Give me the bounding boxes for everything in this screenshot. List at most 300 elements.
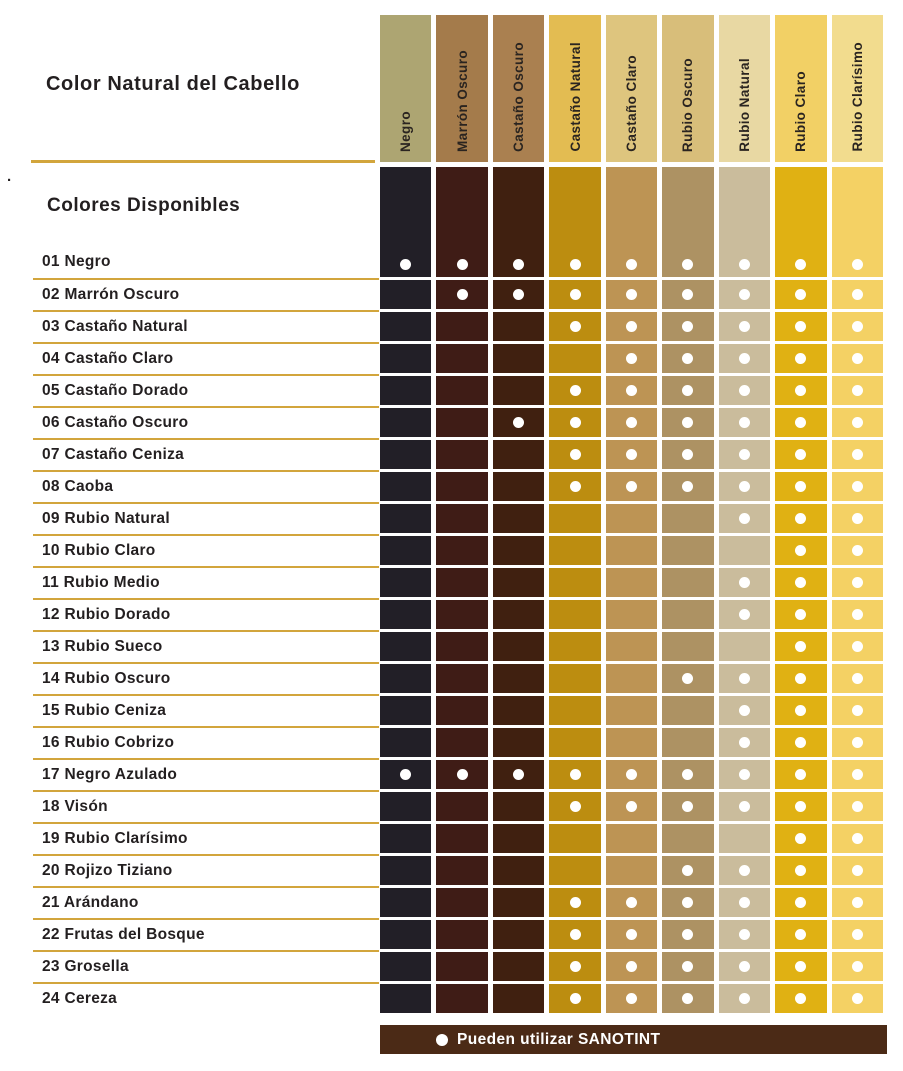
compatibility-dot-icon	[852, 353, 863, 364]
compatibility-cell	[832, 472, 883, 501]
compatibility-dot-icon	[457, 769, 468, 780]
compatibility-cell	[606, 536, 657, 565]
compatibility-dot-icon	[682, 353, 693, 364]
compatibility-dot-icon	[852, 577, 863, 588]
compatibility-cell	[832, 504, 883, 533]
compatibility-cell	[775, 856, 826, 885]
compatibility-cell	[549, 312, 600, 341]
compatibility-dot-icon	[795, 417, 806, 428]
header-divider-line	[31, 160, 375, 163]
compatibility-cell	[775, 568, 826, 597]
compatibility-cell	[606, 376, 657, 405]
row-label: 02 Marrón Oscuro	[33, 280, 379, 312]
compatibility-dot-icon	[626, 353, 637, 364]
row-label: 17 Negro Azulado	[33, 760, 379, 792]
compatibility-dot-icon	[739, 865, 750, 876]
grid-row	[380, 632, 883, 661]
compatibility-cell	[719, 760, 770, 789]
compatibility-dot-icon	[852, 545, 863, 556]
stray-mark: .	[7, 168, 12, 185]
compatibility-cell	[662, 792, 713, 821]
compatibility-dot-icon	[795, 769, 806, 780]
compatibility-dot-icon	[570, 929, 581, 940]
compatibility-dot-icon	[852, 385, 863, 396]
compatibility-cell	[832, 632, 883, 661]
row-label: 01 Negro	[33, 167, 379, 280]
compatibility-cell	[380, 600, 431, 629]
compatibility-dot-icon	[739, 705, 750, 716]
compatibility-cell	[662, 536, 713, 565]
compatibility-cell	[436, 888, 487, 917]
column-header-label: Rubio Oscuro	[680, 57, 696, 152]
column-headers	[380, 15, 883, 162]
compatibility-cell	[662, 696, 713, 725]
grid-row	[380, 568, 883, 597]
row-label: 08 Caoba	[33, 472, 379, 504]
compatibility-cell	[662, 664, 713, 693]
compatibility-cell	[549, 536, 600, 565]
compatibility-cell	[436, 408, 487, 437]
compatibility-dot-icon	[852, 865, 863, 876]
grid-row	[380, 952, 883, 981]
compatibility-cell	[662, 984, 713, 1013]
compatibility-dot-icon	[795, 545, 806, 556]
compatibility-dot-icon	[626, 449, 637, 460]
compatibility-cell	[380, 344, 431, 373]
column-header-label: Negro	[398, 110, 414, 152]
compatibility-dot-icon	[682, 961, 693, 972]
compatibility-cell	[662, 280, 713, 309]
compatibility-dot-icon	[682, 449, 693, 460]
compatibility-cell	[493, 600, 544, 629]
compatibility-cell	[775, 632, 826, 661]
compatibility-dot-icon	[570, 289, 581, 300]
compatibility-dot-icon	[739, 737, 750, 748]
compatibility-cell	[436, 376, 487, 405]
compatibility-dot-icon	[570, 259, 581, 270]
compatibility-cell	[606, 920, 657, 949]
compatibility-cell	[606, 568, 657, 597]
compatibility-dot-icon	[570, 897, 581, 908]
compatibility-cell	[719, 504, 770, 533]
compatibility-cell	[662, 472, 713, 501]
compatibility-dot-icon	[682, 929, 693, 940]
compatibility-dot-icon	[795, 705, 806, 716]
compatibility-cell	[380, 536, 431, 565]
compatibility-cell	[549, 760, 600, 789]
page-title: Color Natural del Cabello	[46, 73, 300, 95]
compatibility-dot-icon	[682, 897, 693, 908]
compatibility-dot-icon	[682, 417, 693, 428]
compatibility-cell	[493, 408, 544, 437]
compatibility-cell	[832, 568, 883, 597]
compatibility-cell	[380, 920, 431, 949]
compatibility-dot-icon	[852, 513, 863, 524]
compatibility-cell	[606, 696, 657, 725]
compatibility-cell	[606, 504, 657, 533]
compatibility-dot-icon	[739, 961, 750, 972]
compatibility-dot-icon	[682, 321, 693, 332]
compatibility-cell	[719, 568, 770, 597]
compatibility-dot-icon	[795, 259, 806, 270]
compatibility-cell	[549, 728, 600, 757]
compatibility-dot-icon	[852, 641, 863, 652]
compatibility-cell	[380, 952, 431, 981]
compatibility-cell	[436, 728, 487, 757]
compatibility-cell	[436, 984, 487, 1013]
compatibility-dot-icon	[852, 259, 863, 270]
compatibility-cell	[380, 664, 431, 693]
compatibility-dot-icon	[739, 417, 750, 428]
compatibility-dot-icon	[852, 609, 863, 620]
compatibility-dot-icon	[626, 993, 637, 1004]
compatibility-cell	[493, 824, 544, 853]
row-label: 10 Rubio Claro	[33, 536, 379, 568]
grid-row	[380, 792, 883, 821]
compatibility-cell	[719, 696, 770, 725]
compatibility-cell	[380, 440, 431, 469]
column-header	[662, 15, 713, 162]
compatibility-cell	[436, 632, 487, 661]
compatibility-dot-icon	[570, 385, 581, 396]
compatibility-dot-icon	[795, 929, 806, 940]
section-title: Colores Disponibles	[47, 195, 241, 216]
grid-row	[380, 376, 883, 405]
compatibility-dot-icon	[795, 673, 806, 684]
compatibility-cell	[549, 600, 600, 629]
compatibility-cell	[775, 536, 826, 565]
compatibility-cell	[719, 888, 770, 917]
compatibility-dot-icon	[570, 449, 581, 460]
compatibility-cell	[719, 728, 770, 757]
compatibility-dot-icon	[795, 737, 806, 748]
grid-row	[380, 824, 883, 853]
compatibility-cell	[493, 664, 544, 693]
compatibility-dot-icon	[400, 769, 411, 780]
compatibility-cell	[662, 408, 713, 437]
compatibility-cell	[549, 440, 600, 469]
compatibility-cell	[719, 792, 770, 821]
compatibility-cell	[606, 824, 657, 853]
compatibility-cell	[662, 632, 713, 661]
compatibility-cell	[380, 376, 431, 405]
compatibility-dot-icon	[739, 577, 750, 588]
compatibility-cell	[775, 408, 826, 437]
compatibility-dot-icon	[626, 929, 637, 940]
compatibility-cell	[832, 696, 883, 725]
grid-row	[380, 760, 883, 789]
compatibility-cell	[380, 728, 431, 757]
grid-row	[380, 888, 883, 917]
compatibility-cell	[832, 824, 883, 853]
row-label: 21 Arándano	[33, 888, 379, 920]
compatibility-dot-icon	[739, 353, 750, 364]
row-label: 19 Rubio Clarísimo	[33, 824, 379, 856]
compatibility-cell	[436, 664, 487, 693]
compatibility-dot-icon	[626, 961, 637, 972]
compatibility-dot-icon	[682, 481, 693, 492]
compatibility-cell	[719, 856, 770, 885]
compatibility-cell	[436, 856, 487, 885]
compatibility-cell	[436, 952, 487, 981]
column-header-label: Castaño Claro	[623, 55, 639, 152]
compatibility-dot-icon	[795, 609, 806, 620]
compatibility-cell	[436, 824, 487, 853]
compatibility-cell	[832, 344, 883, 373]
compatibility-cell	[662, 504, 713, 533]
compatibility-grid	[380, 167, 883, 1016]
compatibility-cell	[662, 952, 713, 981]
compatibility-cell	[436, 344, 487, 373]
compatibility-cell	[775, 760, 826, 789]
compatibility-cell	[832, 920, 883, 949]
compatibility-dot-icon	[570, 801, 581, 812]
compatibility-dot-icon	[626, 801, 637, 812]
compatibility-cell	[775, 167, 826, 277]
compatibility-cell	[606, 728, 657, 757]
compatibility-cell	[775, 824, 826, 853]
compatibility-cell	[493, 344, 544, 373]
compatibility-dot-icon	[513, 259, 524, 270]
compatibility-dot-icon	[739, 513, 750, 524]
compatibility-cell	[436, 600, 487, 629]
compatibility-cell	[380, 280, 431, 309]
compatibility-cell	[436, 696, 487, 725]
compatibility-cell	[549, 568, 600, 597]
compatibility-dot-icon	[795, 481, 806, 492]
compatibility-cell	[493, 376, 544, 405]
compatibility-cell	[832, 856, 883, 885]
row-labels	[33, 167, 379, 1016]
grid-row	[380, 472, 883, 501]
compatibility-dot-icon	[795, 897, 806, 908]
compatibility-dot-icon	[795, 961, 806, 972]
compatibility-cell	[380, 632, 431, 661]
compatibility-cell	[493, 440, 544, 469]
compatibility-cell	[719, 536, 770, 565]
compatibility-dot-icon	[457, 289, 468, 300]
compatibility-dot-icon	[852, 897, 863, 908]
legend-label: Pueden utilizar SANOTINT	[457, 1030, 661, 1048]
compatibility-dot-icon	[795, 289, 806, 300]
compatibility-dot-icon	[626, 897, 637, 908]
compatibility-cell	[606, 600, 657, 629]
compatibility-cell	[606, 664, 657, 693]
compatibility-cell	[775, 664, 826, 693]
compatibility-cell	[606, 952, 657, 981]
compatibility-cell	[832, 280, 883, 309]
compatibility-cell	[832, 440, 883, 469]
compatibility-cell	[775, 600, 826, 629]
compatibility-cell	[493, 888, 544, 917]
compatibility-dot-icon	[626, 769, 637, 780]
grid-row	[380, 408, 883, 437]
compatibility-cell	[380, 472, 431, 501]
compatibility-cell	[606, 167, 657, 277]
compatibility-cell	[549, 856, 600, 885]
column-header	[436, 15, 487, 162]
compatibility-dot-icon	[626, 259, 637, 270]
compatibility-cell	[380, 760, 431, 789]
compatibility-cell	[549, 696, 600, 725]
compatibility-cell	[436, 568, 487, 597]
compatibility-cell	[436, 472, 487, 501]
compatibility-dot-icon	[626, 385, 637, 396]
compatibility-cell	[662, 600, 713, 629]
compatibility-cell	[719, 472, 770, 501]
compatibility-cell	[493, 536, 544, 565]
row-label: 18 Visón	[33, 792, 379, 824]
compatibility-cell	[549, 167, 600, 277]
compatibility-cell	[662, 312, 713, 341]
compatibility-dot-icon	[626, 321, 637, 332]
compatibility-cell	[606, 632, 657, 661]
compatibility-cell	[662, 167, 713, 277]
column-header-label: Rubio Clarísimo	[849, 42, 865, 152]
compatibility-cell	[832, 760, 883, 789]
compatibility-cell	[549, 984, 600, 1013]
compatibility-cell	[493, 167, 544, 277]
compatibility-cell	[775, 472, 826, 501]
compatibility-cell	[493, 632, 544, 661]
compatibility-dot-icon	[852, 801, 863, 812]
compatibility-dot-icon	[739, 259, 750, 270]
compatibility-cell	[606, 472, 657, 501]
compatibility-dot-icon	[795, 801, 806, 812]
row-label: 23 Grosella	[33, 952, 379, 984]
compatibility-cell	[832, 167, 883, 277]
compatibility-cell	[662, 920, 713, 949]
compatibility-cell	[493, 280, 544, 309]
compatibility-cell	[775, 312, 826, 341]
compatibility-dot-icon	[626, 417, 637, 428]
compatibility-dot-icon	[513, 769, 524, 780]
compatibility-cell	[775, 920, 826, 949]
compatibility-cell	[493, 728, 544, 757]
compatibility-cell	[832, 312, 883, 341]
compatibility-cell	[380, 408, 431, 437]
compatibility-cell	[493, 856, 544, 885]
compatibility-cell	[606, 344, 657, 373]
compatibility-cell	[380, 888, 431, 917]
compatibility-dot-icon	[852, 993, 863, 1004]
compatibility-cell	[380, 792, 431, 821]
compatibility-dot-icon	[852, 705, 863, 716]
compatibility-cell	[380, 167, 431, 277]
compatibility-dot-icon	[852, 833, 863, 844]
compatibility-cell	[549, 792, 600, 821]
column-header-label: Marrón Oscuro	[454, 50, 470, 152]
compatibility-dot-icon	[570, 993, 581, 1004]
compatibility-dot-icon	[852, 321, 863, 332]
compatibility-dot-icon	[795, 353, 806, 364]
compatibility-dot-icon	[795, 833, 806, 844]
compatibility-cell	[493, 472, 544, 501]
row-label: 22 Frutas del Bosque	[33, 920, 379, 952]
compatibility-dot-icon	[626, 481, 637, 492]
compatibility-cell	[719, 280, 770, 309]
compatibility-cell	[549, 472, 600, 501]
column-header	[719, 15, 770, 162]
column-header	[380, 15, 431, 162]
compatibility-dot-icon	[852, 481, 863, 492]
compatibility-cell	[549, 888, 600, 917]
compatibility-cell	[832, 984, 883, 1013]
grid-row	[380, 504, 883, 533]
row-label: 03 Castaño Natural	[33, 312, 379, 344]
grid-row	[380, 344, 883, 373]
compatibility-cell	[436, 440, 487, 469]
compatibility-cell	[436, 920, 487, 949]
compatibility-cell	[719, 344, 770, 373]
compatibility-dot-icon	[852, 929, 863, 940]
compatibility-cell	[832, 536, 883, 565]
grid-row	[380, 440, 883, 469]
row-label: 20 Rojizo Tiziano	[33, 856, 379, 888]
row-label: 06 Castaño Oscuro	[33, 408, 379, 440]
compatibility-cell	[549, 280, 600, 309]
compatibility-cell	[549, 824, 600, 853]
row-label: 05 Castaño Dorado	[33, 376, 379, 408]
compatibility-dot-icon	[795, 321, 806, 332]
compatibility-dot-icon	[852, 289, 863, 300]
compatibility-cell	[662, 888, 713, 917]
compatibility-cell	[549, 408, 600, 437]
compatibility-cell	[775, 984, 826, 1013]
compatibility-cell	[493, 696, 544, 725]
compatibility-cell	[775, 280, 826, 309]
column-header	[775, 15, 826, 162]
compatibility-cell	[606, 888, 657, 917]
compatibility-dot-icon	[852, 961, 863, 972]
compatibility-cell	[719, 632, 770, 661]
compatibility-dot-icon	[682, 769, 693, 780]
row-label: 15 Rubio Ceniza	[33, 696, 379, 728]
compatibility-cell	[662, 440, 713, 469]
compatibility-dot-icon	[795, 577, 806, 588]
grid-row	[380, 600, 883, 629]
row-label: 16 Rubio Cobrizo	[33, 728, 379, 760]
grid-row	[380, 664, 883, 693]
compatibility-dot-icon	[626, 289, 637, 300]
compatibility-dot-icon	[739, 321, 750, 332]
compatibility-cell	[549, 664, 600, 693]
compatibility-cell	[775, 440, 826, 469]
compatibility-cell	[493, 952, 544, 981]
compatibility-dot-icon	[739, 385, 750, 396]
compatibility-cell	[380, 696, 431, 725]
grid-row	[380, 696, 883, 725]
compatibility-cell	[832, 792, 883, 821]
compatibility-cell	[380, 984, 431, 1013]
compatibility-dot-icon	[739, 929, 750, 940]
row-label: 13 Rubio Sueco	[33, 632, 379, 664]
column-header	[606, 15, 657, 162]
compatibility-cell	[775, 728, 826, 757]
compatibility-cell	[775, 952, 826, 981]
compatibility-dot-icon	[570, 417, 581, 428]
compatibility-cell	[493, 760, 544, 789]
compatibility-cell	[719, 600, 770, 629]
compatibility-cell	[719, 167, 770, 277]
compatibility-dot-icon	[682, 801, 693, 812]
compatibility-dot-icon	[739, 289, 750, 300]
compatibility-cell	[606, 856, 657, 885]
row-label: 14 Rubio Oscuro	[33, 664, 379, 696]
compatibility-dot-icon	[682, 385, 693, 396]
compatibility-dot-icon	[795, 865, 806, 876]
column-header-label: Rubio Claro	[793, 71, 809, 152]
